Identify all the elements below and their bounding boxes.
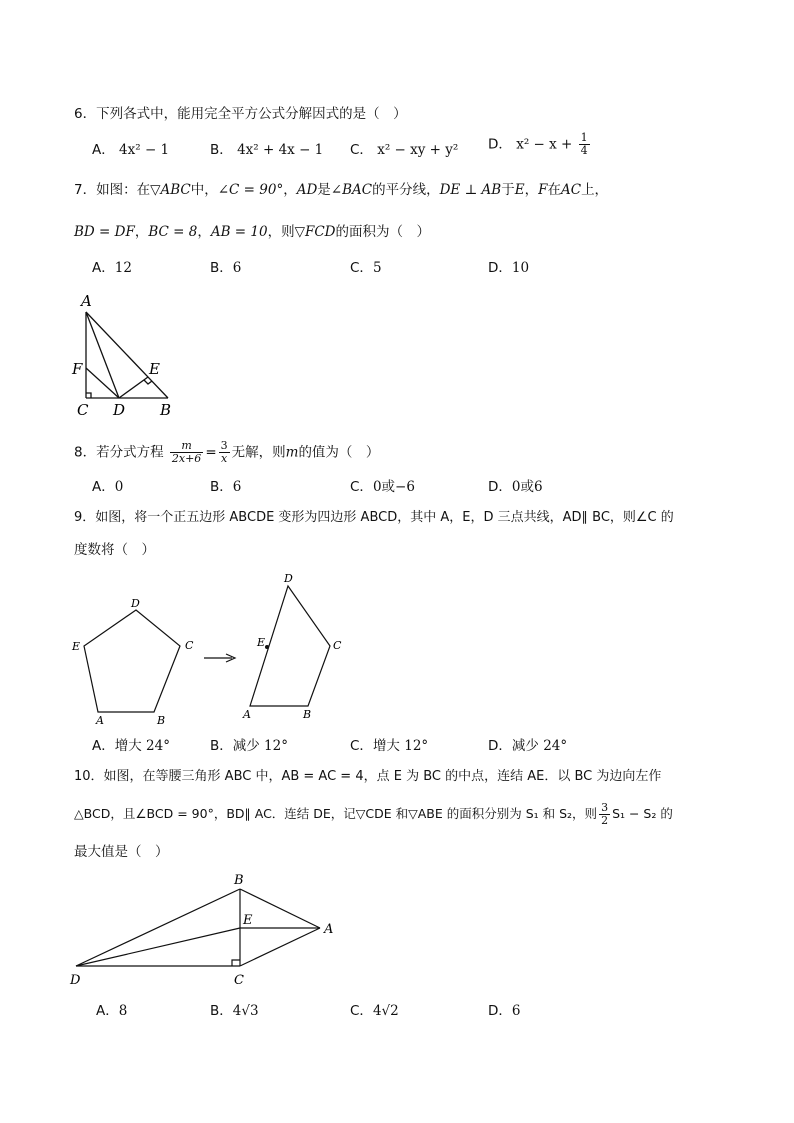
q10-label-e: E <box>243 913 253 928</box>
q10-option-a[interactable]: A．8 <box>96 1003 128 1019</box>
q10-figure <box>66 868 356 992</box>
q10-label-d: D <box>70 973 81 988</box>
q9-stem-line1: 9．如图，将一个正五边形 ABCDE 变形为四边形 ABCD，其中 A，E，D 三点共线，AD∥ BC，则∠C 的 <box>74 510 674 525</box>
q9-quad-label-c: C <box>333 639 342 652</box>
q7-option-c[interactable]: C．5 <box>350 260 382 276</box>
q6-option-d[interactable]: D． x² − x + $\frac{1}{4}$ <box>488 131 588 157</box>
q9-pent-label-d: D <box>131 597 140 610</box>
q7-label-f: F <box>72 360 83 378</box>
q9-quad-label-b: B <box>303 708 312 721</box>
q9-quad-label-d: D <box>284 572 293 585</box>
q10-stem-line1: 10．如图，在等腰三角形 ABC 中，AB = AC = 4，点 E 为 BC 的中点，连结 AE．以 BC 为边向左作 <box>74 769 662 784</box>
q9-option-b[interactable]: B．减少 12° <box>210 738 288 754</box>
q7-option-d[interactable]: D．10 <box>488 260 530 276</box>
q10-stem-line2: △BCD，且∠BCD = 90°，BD∥ AC．连结 DE，记▽CDE 和▽ABE 的面积分别为 S₁ 和 S₂，则 $\frac{3}{2}$ S₁ − S₂ 的 <box>74 801 673 827</box>
q10-right-angle-c <box>232 960 240 966</box>
q8-option-a[interactable]: A．0 <box>92 479 124 495</box>
q6-d-fraction: $\frac{1}{4}$ <box>580 131 588 157</box>
q9-stem-line2: 度数将（ ） <box>74 542 155 558</box>
q10-option-d[interactable]: D．6 <box>488 1003 521 1019</box>
q9-figure <box>60 566 360 726</box>
q9-option-a[interactable]: A．增大 24° <box>92 738 170 754</box>
q9-pent-label-a: A <box>96 714 104 726</box>
q9-option-c[interactable]: C．增大 12° <box>350 738 429 754</box>
q8-option-c[interactable]: C．0或−6 <box>350 479 415 495</box>
q10-fraction: $\frac{3}{2}$ <box>601 801 609 827</box>
q8-fraction-2: $\frac{3}{x}$ <box>220 439 228 465</box>
q10-segment-db <box>76 889 240 966</box>
q8-fraction-1: $\frac{m}{2x+6}$ <box>171 439 202 465</box>
q6-option-c[interactable]: C． x² − xy + y² <box>350 142 459 158</box>
q7-segment-de <box>119 377 148 398</box>
q7-option-a[interactable]: A．12 <box>92 260 132 276</box>
q7-right-angle-c <box>86 393 91 398</box>
q7-label-e: E <box>149 360 160 378</box>
q9-pent-label-b: B <box>157 714 166 726</box>
q10-option-b[interactable]: B．4√3 <box>210 1003 259 1019</box>
q10-label-c: C <box>234 973 244 988</box>
q7-side-ab <box>86 312 168 398</box>
q10-label-a: A <box>324 922 334 937</box>
q10-segment-de <box>76 928 240 966</box>
q9-pent-label-c: C <box>185 639 194 652</box>
q9-point-e <box>265 645 269 649</box>
q7-label-c: C <box>77 401 89 419</box>
q6-stem: 6．下列各式中，能用完全平方公式分解因式的是（ ） <box>74 106 407 122</box>
q10-segment-ca <box>240 928 320 966</box>
q9-option-d[interactable]: D．减少 24° <box>488 738 568 754</box>
q7-stem-line2: BD = DF，BC = 8，AB = 10，则▽FCD的面积为（ ） <box>74 224 430 240</box>
q6-option-a[interactable]: A． 4x² − 1 <box>92 142 170 158</box>
q7-segment-ad <box>86 312 119 398</box>
q7-label-d: D <box>113 401 126 419</box>
q10-stem-line3: 最大值是（ ） <box>74 844 169 860</box>
q7-option-b[interactable]: B．6 <box>210 260 242 276</box>
q8-stem: 8．若分式方程 $\frac{m}{2x+6}$ = $\frac{3}{x}$ 无解，则m的值为（ ） <box>74 439 380 465</box>
q7-label-a: A <box>81 292 92 310</box>
q10-option-c[interactable]: C．4√2 <box>350 1003 399 1019</box>
q6-option-b[interactable]: B． 4x² + 4x − 1 <box>210 142 324 158</box>
q9-quad-label-e: E <box>257 636 266 649</box>
q9-pent-label-e: E <box>72 640 81 653</box>
q9-pentagon <box>84 610 180 712</box>
q7-triangle-figure <box>66 290 186 420</box>
q7-label-b: B <box>160 401 172 419</box>
q8-option-b[interactable]: B．6 <box>210 479 242 495</box>
q9-quad-label-a: A <box>243 708 251 721</box>
q7-stem-line1: 7．如图：在▽ABC中，∠C = 90°，AD是∠BAC的平分线，DE ⊥ AB于E，F在AC上， <box>74 182 609 198</box>
q8-option-d[interactable]: D．0或6 <box>488 479 543 495</box>
q10-label-b: B <box>234 873 244 888</box>
